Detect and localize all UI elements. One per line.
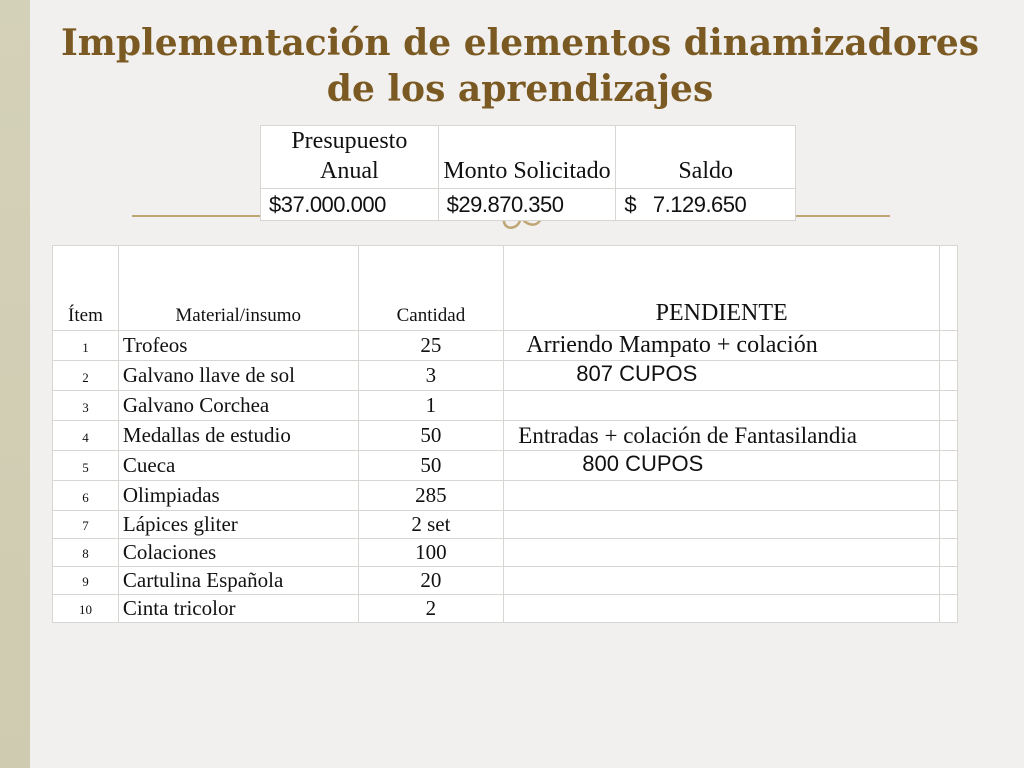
row-cantidad: 2 <box>358 595 504 623</box>
row-number: 4 <box>53 421 119 451</box>
row-number: 5 <box>53 451 119 481</box>
row-material: Olimpiadas <box>118 481 358 511</box>
row-cantidad: 1 <box>358 391 504 421</box>
row-extra <box>940 481 958 511</box>
row-cantidad: 100 <box>358 539 504 567</box>
row-number: 1 <box>53 331 119 361</box>
row-extra <box>940 595 958 623</box>
budget-table <box>260 125 796 221</box>
row-pendiente: Arriendo Mampato + colación <box>504 331 940 361</box>
table-row <box>53 331 958 361</box>
budget-value-monto: $29.870.350 <box>438 189 616 221</box>
row-cantidad: 25 <box>358 331 504 361</box>
row-pendiente <box>504 595 940 623</box>
row-extra <box>940 361 958 391</box>
row-material: Medallas de estudio <box>118 421 358 451</box>
row-number: 6 <box>53 481 119 511</box>
table-row <box>53 511 958 539</box>
row-pendiente <box>504 511 940 539</box>
materials-header-row <box>53 246 958 331</box>
row-extra <box>940 451 958 481</box>
row-cantidad: 285 <box>358 481 504 511</box>
header-pendiente: PENDIENTE <box>504 246 940 331</box>
header-extra-column <box>940 246 958 331</box>
budget-header-saldo: Saldo <box>616 126 796 189</box>
budget-header-row <box>261 126 796 189</box>
row-pendiente <box>504 481 940 511</box>
row-material: Galvano Corchea <box>118 391 358 421</box>
row-pendiente <box>504 539 940 567</box>
row-extra <box>940 421 958 451</box>
slide-side-band <box>0 0 30 768</box>
row-material: Cueca <box>118 451 358 481</box>
budget-value-row <box>261 189 796 221</box>
row-number: 10 <box>53 595 119 623</box>
row-number: 7 <box>53 511 119 539</box>
row-material: Cartulina Española <box>118 567 358 595</box>
row-cantidad: 50 <box>358 421 504 451</box>
row-number: 9 <box>53 567 119 595</box>
table-row <box>53 391 958 421</box>
row-extra <box>940 539 958 567</box>
row-extra <box>940 391 958 421</box>
table-row <box>53 451 958 481</box>
row-pendiente <box>504 567 940 595</box>
row-material: Lápices gliter <box>118 511 358 539</box>
budget-value-presupuesto: $37.000.000 <box>261 189 439 221</box>
row-material: Trofeos <box>118 331 358 361</box>
row-number: 3 <box>53 391 119 421</box>
title-divider-right <box>796 215 890 217</box>
row-cantidad: 20 <box>358 567 504 595</box>
row-extra <box>940 567 958 595</box>
row-extra <box>940 331 958 361</box>
table-row <box>53 481 958 511</box>
table-row <box>53 595 958 623</box>
row-number: 2 <box>53 361 119 391</box>
row-material: Cinta tricolor <box>118 595 358 623</box>
header-cantidad: Cantidad <box>358 246 504 331</box>
table-row <box>53 567 958 595</box>
row-pendiente: Entradas + colación de Fantasilandia <box>504 421 940 451</box>
row-pendiente <box>504 391 940 421</box>
table-row <box>53 421 958 451</box>
row-number: 8 <box>53 539 119 567</box>
header-item: Ítem <box>53 246 119 331</box>
budget-header-monto: Monto Solicitado <box>438 126 616 189</box>
table-row <box>53 361 958 391</box>
row-pendiente: 800 CUPOS <box>504 451 940 481</box>
row-extra <box>940 511 958 539</box>
header-material: Material/insumo <box>118 246 358 331</box>
materials-table <box>52 245 958 623</box>
row-material: Colaciones <box>118 539 358 567</box>
row-cantidad: 3 <box>358 361 504 391</box>
slide-title: Implementación de elementos dinamizadores de los aprendizajes <box>60 22 980 110</box>
row-material: Galvano llave de sol <box>118 361 358 391</box>
budget-header-presupuesto: Presupuesto Anual <box>261 126 439 189</box>
row-cantidad: 50 <box>358 451 504 481</box>
budget-value-saldo: $ 7.129.650 <box>616 189 796 221</box>
row-pendiente: 807 CUPOS <box>504 361 940 391</box>
table-row <box>53 539 958 567</box>
row-cantidad: 2 set <box>358 511 504 539</box>
title-divider-left <box>132 215 262 217</box>
